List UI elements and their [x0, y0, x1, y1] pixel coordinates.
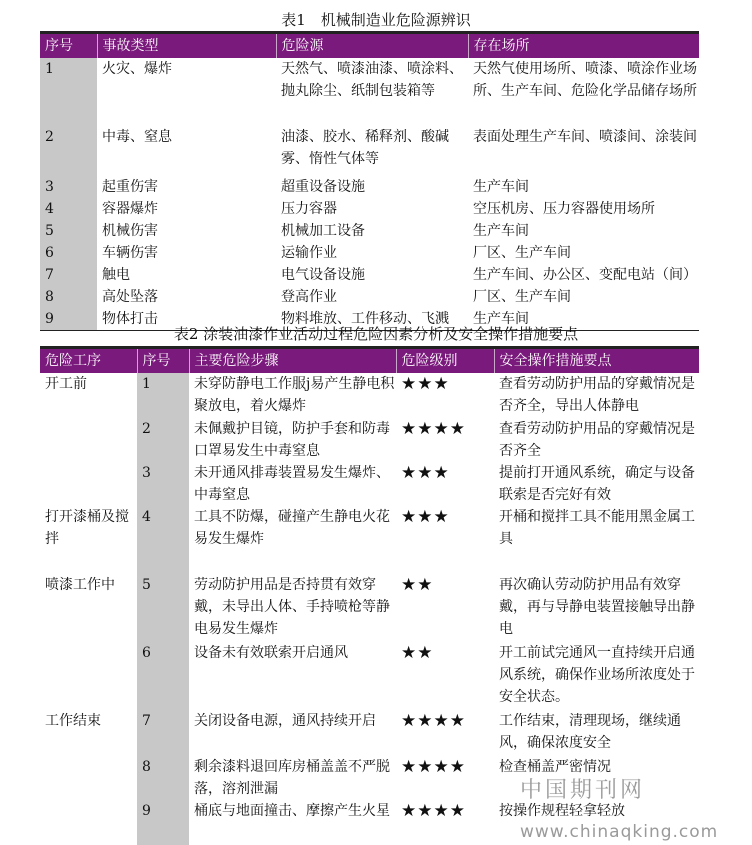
t2-level: ★★★★	[401, 711, 466, 731]
t1-type: 中毒、窒息	[102, 129, 172, 145]
t2-step: 设备未有效联索开启通风	[194, 645, 348, 661]
t1-source: 登高作业	[281, 289, 337, 305]
table-row	[40, 126, 699, 176]
table-row	[40, 418, 699, 462]
t1-no: 6	[40, 242, 97, 264]
t1-no: 5	[40, 220, 97, 242]
table-row	[40, 242, 699, 264]
t2-process	[40, 642, 137, 710]
watermark-cn: 中国期刊网	[520, 778, 646, 803]
t2-measure: 查看劳动防护用品的穿戴情况是否齐全	[499, 421, 695, 459]
t2-level: ★★★	[401, 374, 450, 394]
t2-no: 9	[137, 800, 189, 845]
t1-no: 2	[40, 126, 97, 176]
table-row	[40, 198, 699, 220]
t1-type: 车辆伤害	[102, 245, 158, 261]
t1-place: 空压机房、压力容器使用场所	[473, 201, 655, 217]
t2-no: 3	[137, 462, 189, 506]
t1-type: 火灾、爆炸	[102, 61, 172, 77]
t2-no: 4	[137, 506, 189, 574]
t2-step: 桶底与地面撞击、摩擦产生火星	[194, 803, 390, 819]
table-row	[40, 462, 699, 506]
t1-place: 厂区、生产车间	[473, 245, 571, 261]
t2-level: ★★★	[401, 507, 450, 527]
t1-type: 机械伤害	[102, 223, 158, 239]
t1-place: 生产车间	[473, 223, 529, 239]
table-row	[40, 58, 699, 126]
t1-type: 起重伤害	[102, 179, 158, 195]
t2-header-process: 危险工序	[40, 348, 137, 374]
t2-measure: 按操作规程轻拿轻放	[499, 803, 625, 819]
t2-measure: 提前打开通风系统，确定与设备联索是否完好有效	[499, 465, 695, 503]
t1-type: 物体打击	[102, 311, 158, 327]
t1-source: 物料堆放、工件移动、飞溅	[281, 311, 449, 327]
t2-step: 工具不防爆，碰撞产生静电火花易发生爆炸	[194, 509, 390, 547]
t2-process	[40, 418, 137, 462]
t2-level: ★★	[401, 643, 434, 663]
t2-no: 5	[137, 574, 189, 642]
t1-header-type: 事故类型	[97, 33, 276, 59]
t2-step: 未开通风排毒装置易发生爆炸、中毒窒息	[194, 465, 390, 503]
t1-no: 8	[40, 286, 97, 308]
t2-measure: 工作结束，清理现场，继续通风，确保浓度安全	[499, 713, 681, 751]
t1-source: 机械加工设备	[281, 223, 365, 239]
table-row	[40, 286, 699, 308]
t1-type: 触电	[102, 267, 130, 283]
t1-header-no: 序号	[40, 33, 97, 59]
hazard-identification-table	[40, 31, 699, 331]
table-row	[40, 373, 699, 418]
table-row	[40, 506, 699, 574]
table-row	[40, 264, 699, 286]
table-row	[40, 220, 699, 242]
t1-place: 生产车间	[473, 311, 529, 327]
watermark-url: www.chinaqking.com	[520, 822, 719, 842]
t1-header-place: 存在场所	[468, 33, 699, 59]
t2-process: 打开漆桶及搅拌	[45, 509, 129, 547]
t2-no: 7	[137, 710, 189, 756]
t1-place: 厂区、生产车间	[473, 289, 571, 305]
t2-level: ★★★★	[401, 757, 466, 777]
t2-step: 未穿防静电工作服j易产生静电积聚放电，着火爆炸	[194, 376, 395, 414]
t1-type: 容器爆炸	[102, 201, 158, 217]
t2-measure: 开工前试完通风一直持续开启通风系统，确保作业场所浓度处于安全状态。	[499, 645, 695, 705]
t1-no: 1	[40, 58, 97, 126]
t2-header-step: 主要危险步骤	[189, 348, 396, 374]
t2-measure: 检查桶盖严密情况	[499, 759, 611, 775]
t2-no: 1	[137, 373, 189, 418]
t1-place: 生产车间	[473, 179, 529, 195]
table-row	[40, 176, 699, 198]
t1-no: 7	[40, 264, 97, 286]
t2-step: 剩余漆料退回库房桶盖盖不严脱落，溶剂泄漏	[194, 759, 390, 797]
t2-process: 工作结束	[45, 713, 101, 729]
t1-source: 电气设备设施	[281, 267, 365, 283]
t1-no: 3	[40, 176, 97, 198]
t1-place: 表面处理生产车间、喷漆间、涂装间	[473, 129, 697, 145]
t2-measure: 开桶和搅拌工具不能用黑金属工具	[499, 509, 695, 547]
table2-caption: 表2 涂装油漆作业活动过程危险因素分析及安全操作措施要点	[173, 325, 579, 343]
t1-header-source: 危险源	[276, 33, 468, 59]
t2-level: ★★★★	[401, 801, 466, 821]
t1-no: 9	[40, 308, 97, 331]
t2-process	[40, 756, 137, 800]
painting-hazard-analysis-table	[40, 346, 699, 845]
t1-source: 超重设备设施	[281, 179, 365, 195]
t2-step: 劳动防护用品是否持贯有效穿戴，未导出人体、手持喷枪等静电易发生爆炸	[194, 577, 390, 637]
t2-level: ★★★	[401, 463, 450, 483]
t2-no: 8	[137, 756, 189, 800]
t2-level: ★★	[401, 575, 434, 595]
table1-caption: 表1 机械制造业危险源辨识	[281, 11, 471, 29]
t1-source: 压力容器	[281, 201, 337, 217]
t2-process: 喷漆工作中	[45, 577, 115, 593]
t2-process: 开工前	[45, 376, 87, 392]
t1-source: 油漆、胶水、稀释剂、酸碱雾、惰性气体等	[281, 129, 449, 167]
t1-source: 运输作业	[281, 245, 337, 261]
t2-header-level: 危险级别	[396, 348, 494, 374]
t2-level: ★★★★	[401, 419, 466, 439]
t1-source: 天然气、喷漆油漆、喷涂料、抛丸除尘、纸制包装箱等	[281, 61, 463, 99]
t1-place: 生产车间、办公区、变配电站（间）	[473, 267, 697, 283]
t2-header-measure: 安全操作措施要点	[494, 348, 699, 374]
t2-no: 6	[137, 642, 189, 710]
t2-measure: 再次确认劳动防护用品有效穿戴，再与导静电装置接触导出静电	[499, 577, 695, 637]
table-row	[40, 642, 699, 710]
t1-type: 高处坠落	[102, 289, 158, 305]
table-row	[40, 574, 699, 642]
t2-step: 关闭设备电源，通风持续开启	[194, 713, 376, 729]
t2-measure: 查看劳动防护用品的穿戴情况是否齐全，导出人体静电	[499, 376, 695, 414]
t2-step: 未佩戴护目镜，防护手套和防毒口罩易发生中毒窒息	[194, 421, 390, 459]
t2-header-no: 序号	[137, 348, 189, 374]
t2-process	[40, 462, 137, 506]
t2-process	[40, 800, 137, 845]
t1-place: 天然气使用场所、喷漆、喷涂作业场所、生产车间、危险化学品储存场所	[473, 61, 697, 99]
t2-no: 2	[137, 418, 189, 462]
t1-no: 4	[40, 198, 97, 220]
table-row	[40, 710, 699, 756]
